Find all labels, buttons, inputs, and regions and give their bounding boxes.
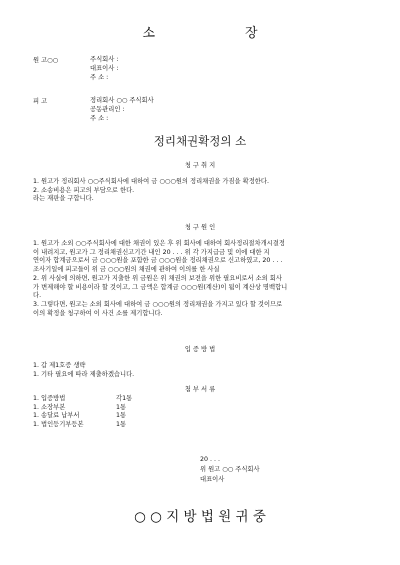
attachment-name: 1. 입증방법 [33, 395, 66, 402]
defendant-address: 주 소 : [90, 115, 109, 122]
attachment-row [33, 421, 132, 430]
attachment-name: 1. 소장부본 [33, 403, 66, 411]
evidence-line: 1. 기타 필요에 따라 제출하겠습니다. [33, 370, 135, 378]
attachment-name: 1. 법인등기부등본 [33, 421, 84, 429]
claim-cause-line: 조사기일에 피고들이 위 금 ○○○원의 채권에 관하여 이의를 한 사실 [33, 266, 220, 274]
title-second-char: 장 [245, 26, 258, 41]
claim-cause-line: 가 변제해야 할 비용이라 할 것이고, 그 금액은 합계금 ○○○원(계산)이 됨이 계산상 명백합니 [33, 283, 288, 291]
claim-purpose-line: 2. 소송비용은 피고의 부담으로 한다. [33, 186, 135, 194]
claim-cause-line: 1. 원고가 소외 ○○주식회사에 대한 채권이 있은 후 위 회사에 대하여 회사정리절차개시결정 [33, 240, 285, 247]
defendant-label: 피 고 [33, 98, 48, 105]
title-first-char: 소 [142, 26, 155, 41]
claim-purpose-body [33, 178, 373, 204]
claim-purpose-line: 라는 재판을 구합니다. [33, 195, 94, 203]
attachment-row [33, 395, 132, 404]
plaintiff-label: 원 고○○ [33, 57, 59, 64]
claim-cause-heading: 청 구 원 인 [184, 224, 216, 231]
claim-purpose-line: 1. 원고가 정리회사 ○○주식회사에 대하여 금 ○○○원의 정리채권을 가짐을 확정한다. [33, 178, 269, 185]
claim-cause-line: 이의 확정을 청구하여 이 사건 소를 제기합니다. [33, 309, 163, 317]
claim-cause-line: 다. [33, 292, 42, 300]
attachment-count: 1통 [116, 412, 127, 420]
plaintiff-lines [90, 55, 118, 82]
claim-cause-line: 연이자 합계금으로서 금 ○○○원을 포함한 금 ○○○원을 정리채권으로 신고하였고, 20 . . . [33, 257, 283, 265]
attachment-name: 1. 송달료 납부서 [33, 412, 80, 420]
signature-party: 위 원고 ○○ 주식회사 [200, 466, 260, 473]
attachments-heading: 첨 부 서 류 [184, 386, 216, 393]
attachment-count: 각1통 [116, 395, 133, 402]
court-addressee: ○ ○ 지 방 법 원 귀 중 [134, 509, 266, 525]
evidence-body [33, 362, 373, 379]
defendant-lines [90, 96, 154, 123]
evidence-heading: 입 증 방 법 [184, 346, 216, 353]
case-title: 정리채권확정의 소 [153, 134, 247, 148]
attachment-count: 1통 [116, 403, 127, 411]
attachment-row [33, 412, 132, 421]
plaintiff-rep: 대표이사 : [90, 65, 119, 72]
claim-purpose-heading: 청 구 취 지 [184, 162, 216, 169]
evidence-line: 1. 갑 제1호증 생략 [33, 362, 86, 369]
signature-date: 20 . . . [200, 456, 221, 463]
plaintiff-address: 주 소 : [90, 74, 109, 81]
claim-cause-line: 3. 그렇다면, 원고는 소외 회사에 대하여 금 ○○○원의 정리채권을 가지고 있다 할 것이므로 [33, 300, 283, 308]
claim-cause-body [33, 240, 373, 318]
signature-rep: 대표이사 [200, 476, 225, 483]
claim-cause-line: 이 내려지고, 원고가 그 정리채권신고기간 내인 20 . . . 위 각 가지급금 및 이에 대한 지 [33, 248, 270, 256]
defendant-company: 정리회사 ○○ 주식회사 [90, 97, 154, 104]
defendant-trustee: 공동관리인 : [90, 106, 125, 113]
attachments-list [33, 395, 132, 430]
attachment-count: 1통 [116, 421, 127, 429]
claim-cause-line: 2. 위 사실에 의하면, 원고가 지출한 위 금원은 위 채권의 보전을 위한 필요비로서 소외 회사 [33, 274, 282, 282]
plaintiff-company: 주식회사 : [90, 56, 119, 63]
document-title [0, 22, 400, 41]
